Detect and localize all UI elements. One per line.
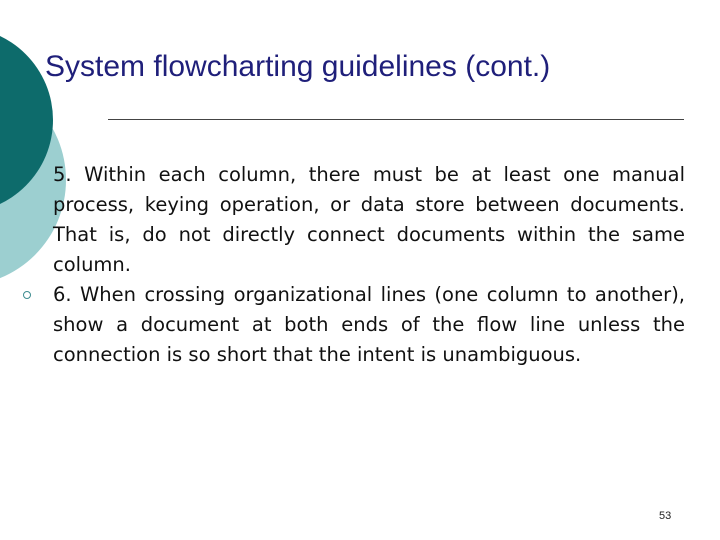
bullet-list [53, 160, 685, 370]
title-divider [108, 119, 684, 120]
bullet-item [53, 280, 685, 370]
bullet-text: 6. When crossing organizational lines (one column to another), show a document at both ends of the flow line unless the connection is so short that the intent is unambiguous. [53, 283, 685, 366]
bullet-text: 5. Within each column, there must be at least one manual process, keying operation, or data store between documents. That is, do not directly connect documents within the same column. [53, 163, 685, 276]
page-number: 53 [659, 510, 672, 522]
bullet-item [53, 160, 685, 280]
slide-title: System flowcharting guidelines (cont.) [45, 50, 551, 83]
hollow-circle-bullet-icon [23, 291, 31, 299]
